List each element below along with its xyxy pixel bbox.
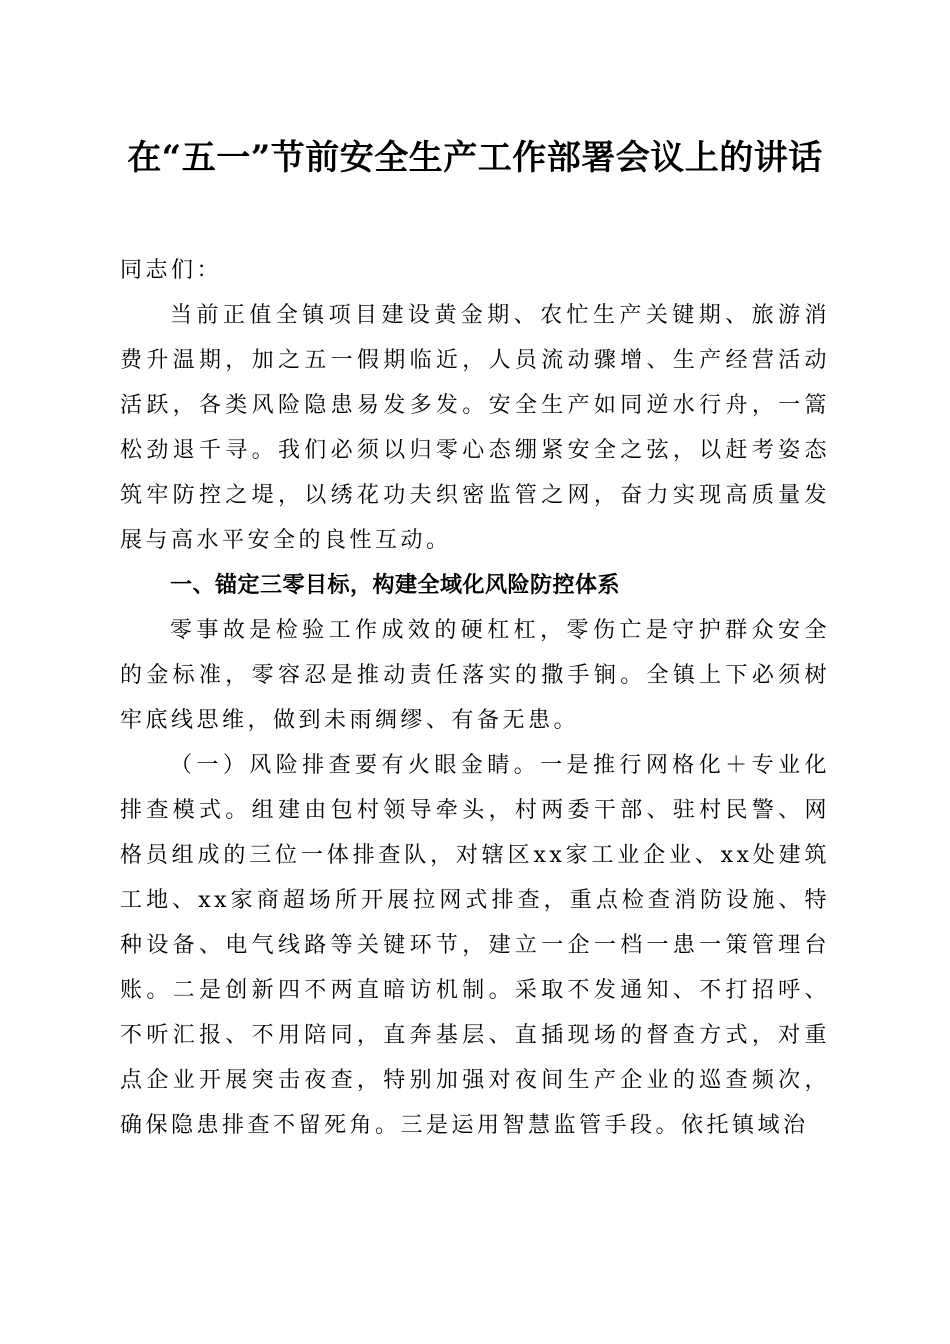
salutation: 同志们： (120, 258, 223, 283)
section-item-paragraph: （一）风险排查要有火眼金睛。一是推行网格化＋专业化排查模式。组建由包村领导牵头，村两委干部、驻村民警、网格员组成的三位一体排查队，对辖区xx家工业企业、xx处建筑工地、xx家商超场所开展拉网式排查，重点检查消防设施、特种设备、电气线路等关键环节，建立一企一档一患一策管理台账。二是创新四不两直暗访机制。采取不发通知、不打招呼、不听汇报、不用陪同，直奔基层、直插现场的督查方式，对重点企业开展突击夜查，特别加强对夜间生产企业的巡查频次，确保隐患排查不留死角。三是运用智慧监管手段。依托镇域治 (120, 753, 830, 1138)
section-heading: 一、锚定三零目标，构建全域化风险防控体系 (170, 573, 621, 598)
document-title: 在“五一”节前安全生产工作部署会议上的讲话 (127, 138, 823, 178)
section-intro-paragraph: 零事故是检验工作成效的硬杠杠，零伤亡是守护群众安全的金标准，零容忍是推动责任落实的撒手锏。全镇上下必须树牢底线思维，做到未雨绸缪、有备无患。 (120, 618, 830, 733)
intro-paragraph: 当前正值全镇项目建设黄金期、农忙生产关键期、旅游消费升温期，加之五一假期临近，人员流动骤增、生产经营活动活跃，各类风险隐患易发多发。安全生产如同逆水行舟，一篙松劲退千寻。我们必须以归零心态绷紧安全之弦，以赶考姿态筑牢防控之堤，以绣花功夫织密监管之网，奋力实现高质量发展与高水平安全的良性互动。 (120, 303, 830, 553)
document-body (120, 248, 830, 1148)
